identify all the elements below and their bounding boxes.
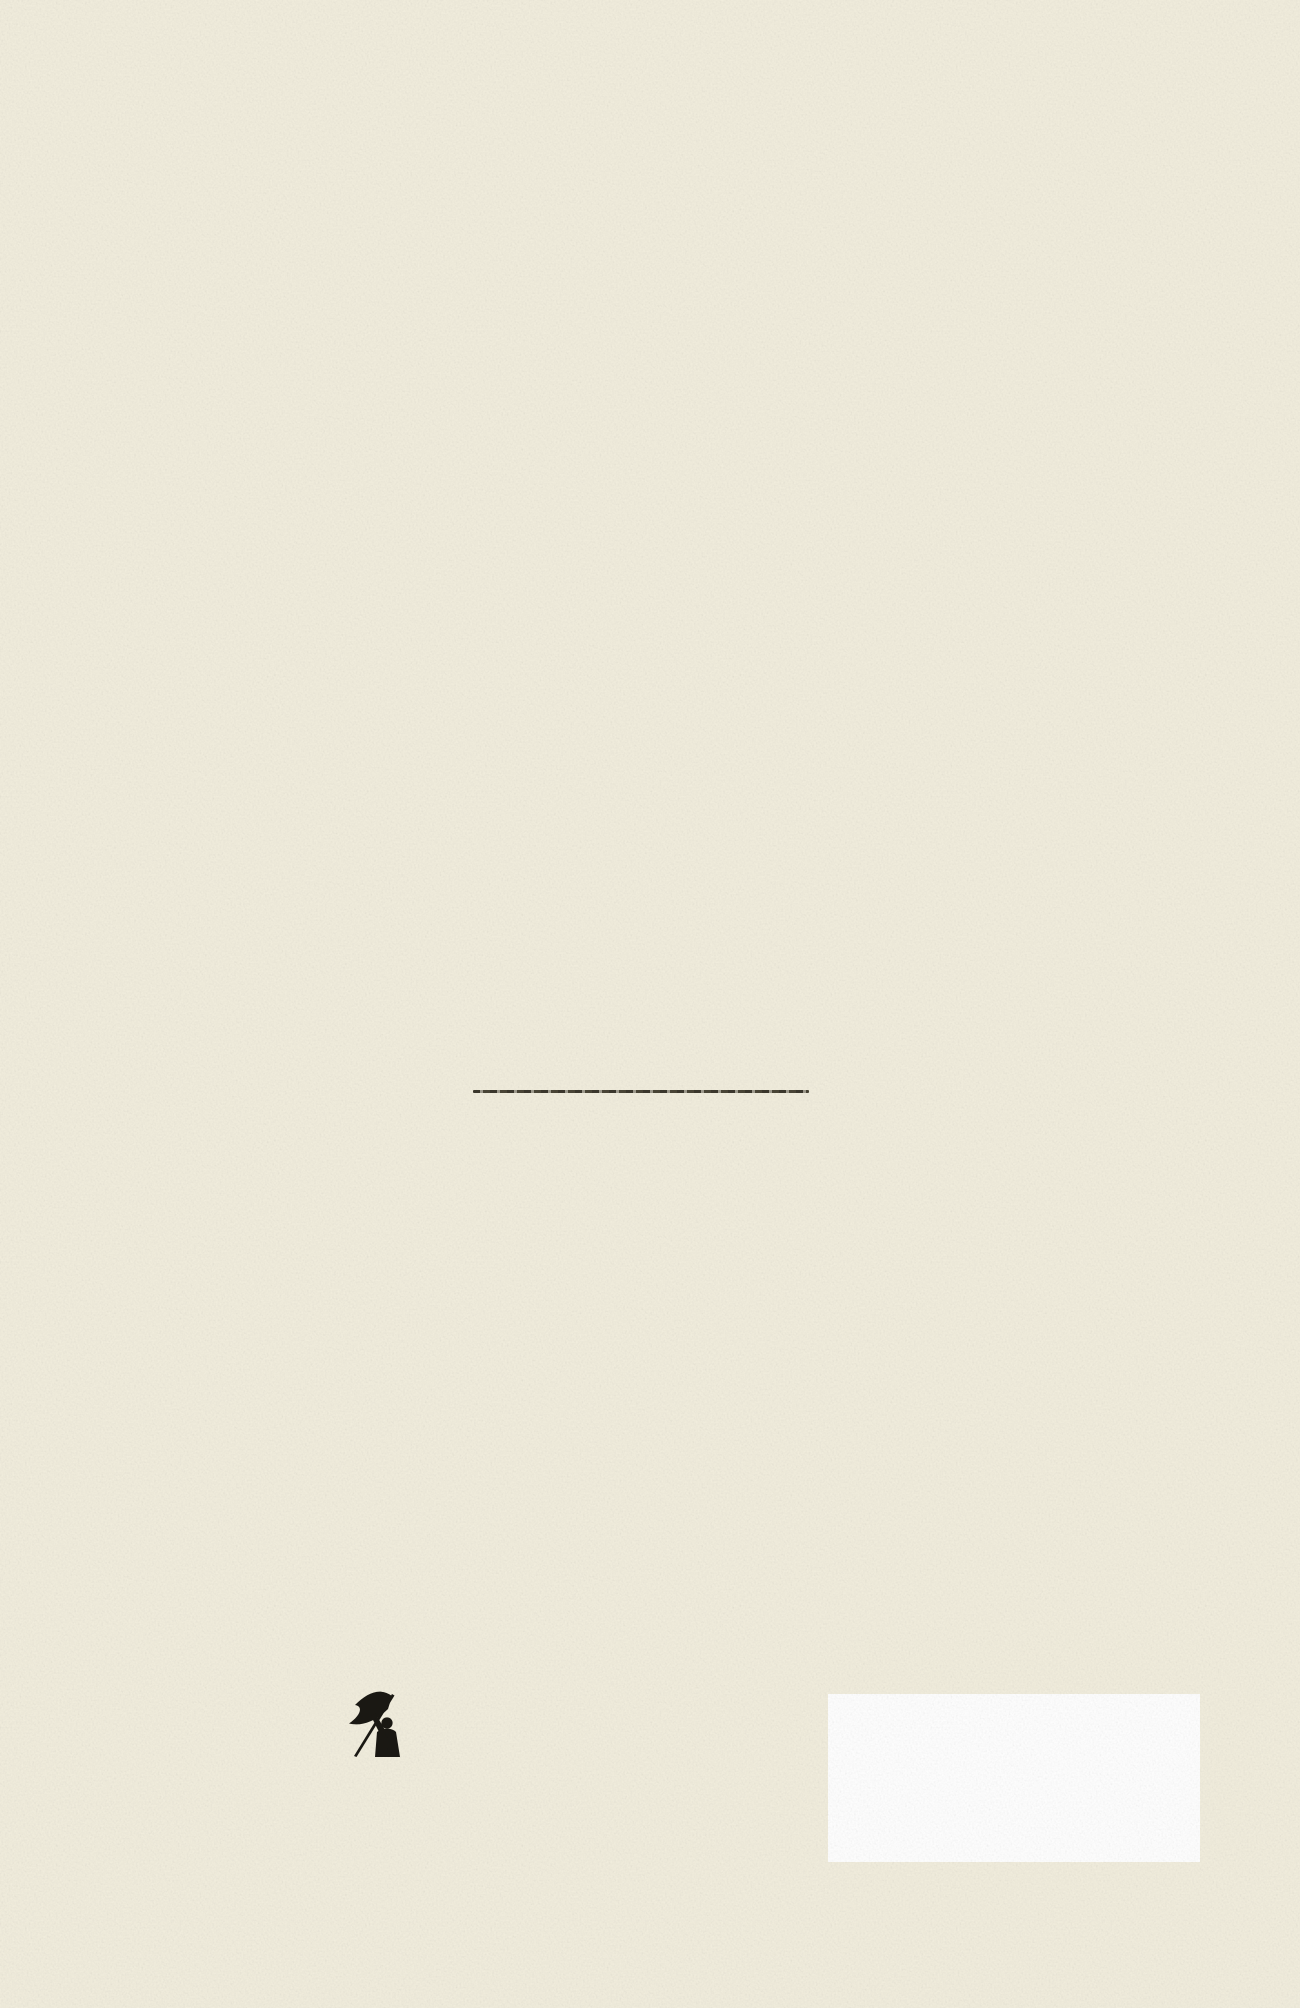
section-divider	[473, 1090, 809, 1093]
flag-bearer-icon	[340, 1686, 408, 1760]
barcode	[828, 1694, 1200, 1862]
